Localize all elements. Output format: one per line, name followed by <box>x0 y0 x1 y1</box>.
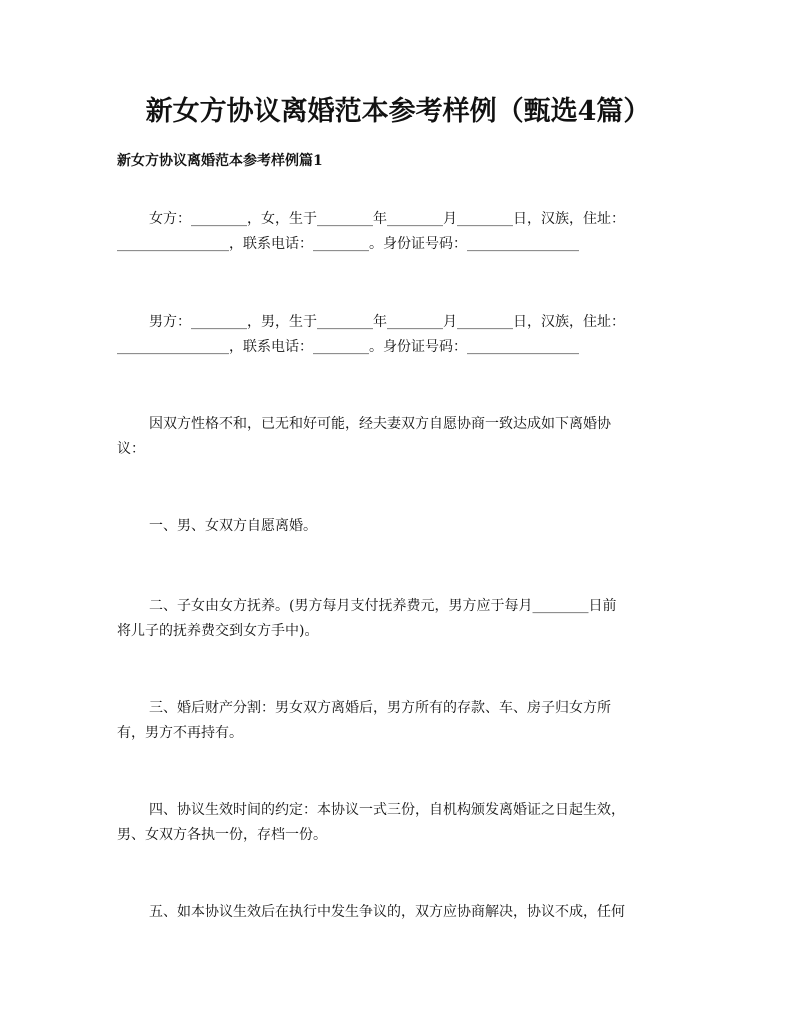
paragraph-line: 因双方性格不和，已无和好可能，经夫妻双方自愿协商一致达成如下离婚协 <box>149 416 611 432</box>
paragraph-male-party <box>117 310 680 360</box>
paragraph-line: 五、如本协议生效后在执行中发生争议的，双方应协商解决，协议不成，任何 <box>149 904 625 920</box>
paragraph-line: 二、子女由女方抚养。(男方每月支付抚养费元，男方应于每月________日前 <box>149 598 617 614</box>
paragraph-clause-5 <box>117 900 680 925</box>
paragraph-clause-1 <box>117 514 680 539</box>
paragraph-line: 男、女双方各执一份，存档一份。 <box>117 827 327 843</box>
paragraph-line: 一、男、女双方自愿离婚。 <box>149 518 317 534</box>
paragraph-line: ________________，联系电话：________。身份证号码：________________ <box>117 236 579 252</box>
paragraph-line: 三、婚后财产分割：男女双方离婚后，男方所有的存款、车、房子归女方所 <box>149 700 611 716</box>
paragraph-line: 男方：________，男，生于________年________月________日，汉族，住址： <box>149 314 625 330</box>
section-heading: 新女方协议离婚范本参考样例篇1 <box>117 153 323 169</box>
paragraph-female-party <box>117 207 680 257</box>
paragraph-agreement-intro <box>117 412 680 462</box>
paragraph-line: ________________，联系电话：________。身份证号码：________________ <box>117 339 579 355</box>
paragraph-line: 议： <box>117 441 145 457</box>
paragraph-line: 女方：________，女，生于________年________月________日，汉族，住址： <box>149 211 625 227</box>
paragraph-line: 四、协议生效时间的约定：本协议一式三份，自机构颁发离婚证之日起生效， <box>149 802 625 818</box>
paragraph-clause-3 <box>117 696 680 746</box>
paragraph-line: 将儿子的抚养费交到女方手中)。 <box>117 623 319 639</box>
paragraph-clause-4 <box>117 798 680 848</box>
paragraph-line: 有，男方不再持有。 <box>117 725 243 741</box>
paragraph-clause-2 <box>117 594 680 644</box>
document-title: 新女方协议离婚范本参考样例（甄选4篇） <box>145 96 651 127</box>
